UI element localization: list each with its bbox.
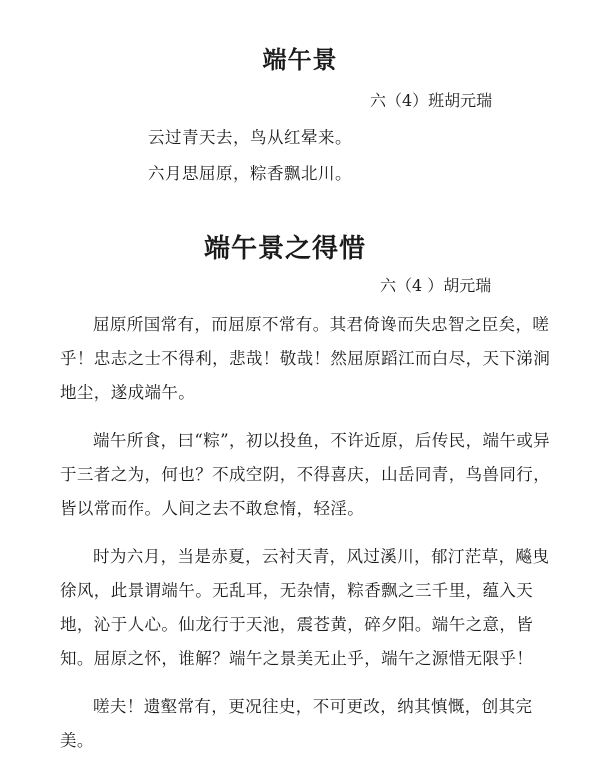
essay-paragraph: 端午所食，曰“粽”，初以投鱼，不许近原，后传民，端午或异于三者之为，何也？不成空阴，不得喜庆，山岳同青，鸟兽同行，皆以常而作。人间之去不敢怠惰，轻淫。 <box>60 431 551 518</box>
essay-paragraph: 时为六月，当是赤夏，云衬天青，风过溪川，郁汀茫草，飚曳徐风，此景谓端午。无乱耳，无杂情，粽香飘之三千里，蕴入天地，沁于人心。仙龙行于天池，震苍黄，碎夕阳。端午之意，皆知。屈原之怀，谁解？端午之景美无止乎，端午之源惜无限乎！ <box>60 547 550 668</box>
essay-body <box>60 308 565 758</box>
essay-title: 端午景之得惜 <box>203 234 366 264</box>
poem-line-1: 云过青天去，鸟从红晕来。 <box>148 128 352 147</box>
poem-line-2: 六月思屈原，粽香飘北川。 <box>148 164 352 183</box>
essay-paragraph: 屈原所国常有，而屈原不常有。其君倚谗而失忠智之臣矣，嗟乎！忠志之士不得利，悲哉！敬哉！然屈原蹈江而白尽，天下涕涧地尘，遂成端午。 <box>60 315 551 402</box>
essay-paragraph: 嗟夫！遗壑常有，更况往史，不可更改，纳其慎慨，创其完美。 <box>60 697 533 750</box>
essay-byline: 六（4 ）胡元瑞 <box>380 276 492 295</box>
poem-title: 端午景 <box>262 46 338 74</box>
poem-byline: 六（4）班胡元瑞 <box>370 91 493 110</box>
